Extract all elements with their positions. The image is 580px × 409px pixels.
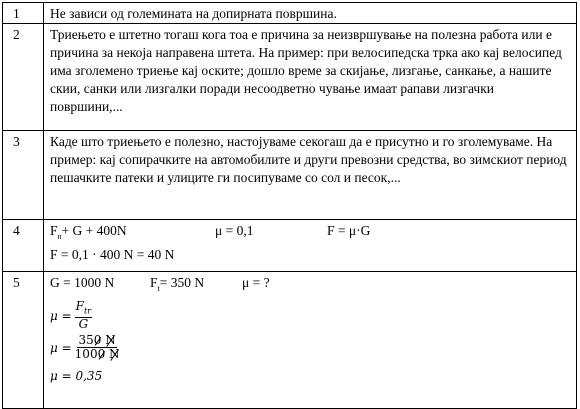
given-mu: μ = 0,1: [215, 223, 254, 238]
formula-line-2: μ = $\frac{350 N}{1000 N}$: [50, 333, 120, 362]
answer-text: Триењето е штетно тогаш кога тоа е причина за неизвршување на полезна работа или е причина за некоја направена штета. На пример: при велосипедска трка ако кај велосипед има зголемено триење кај оските; дошло време за скијање, лизгање, санкање, а нашите скии, санки или лизгалки поради несоодветно чување имаат рапави лизгачки површини,...: [44, 24, 577, 131]
given-force-sum: Fn+ G + 400N: [50, 223, 127, 241]
calculation: [50, 300, 570, 388]
row-number: 1: [3, 3, 44, 24]
answer-text: Каде што триењето е полезно, настојуваме секогаш да е присутно и го зголемуваме. На пример: кај сопирачките на автомобилите и други превозни средства, во зимскиот период пешачките патеки и улиците ги посипуваме со сол и песок,...: [44, 131, 577, 220]
given-weight: G = 1000 N: [50, 275, 115, 290]
answer-text: Не зависи од големината на допирната површина.: [44, 3, 577, 24]
table-row: [3, 220, 577, 272]
table-row: [3, 272, 577, 409]
solution-line: F = 0,1 · 400 N = 40 N: [50, 246, 175, 262]
given-line: [50, 274, 570, 298]
given-friction-force: Ft= 350 N: [150, 275, 205, 293]
friction-formula: F = μ·G: [327, 223, 371, 238]
table-row: [3, 24, 577, 131]
formula-line-3: μ = 0,35: [50, 368, 103, 383]
row-number: 5: [3, 272, 44, 409]
given-line: [50, 222, 570, 246]
row-number: 4: [3, 220, 44, 272]
row-number: 3: [3, 131, 44, 220]
answers-table: [2, 2, 577, 409]
row-number: 2: [3, 24, 44, 131]
table-row: [3, 3, 577, 24]
answer-cell: [44, 220, 577, 272]
unknown-mu: μ = ?: [242, 275, 270, 290]
answer-cell: [44, 272, 577, 409]
table-row: [3, 131, 577, 220]
formula-line-1: μ = $\frac{F_{tr}}{G}$: [50, 298, 92, 332]
